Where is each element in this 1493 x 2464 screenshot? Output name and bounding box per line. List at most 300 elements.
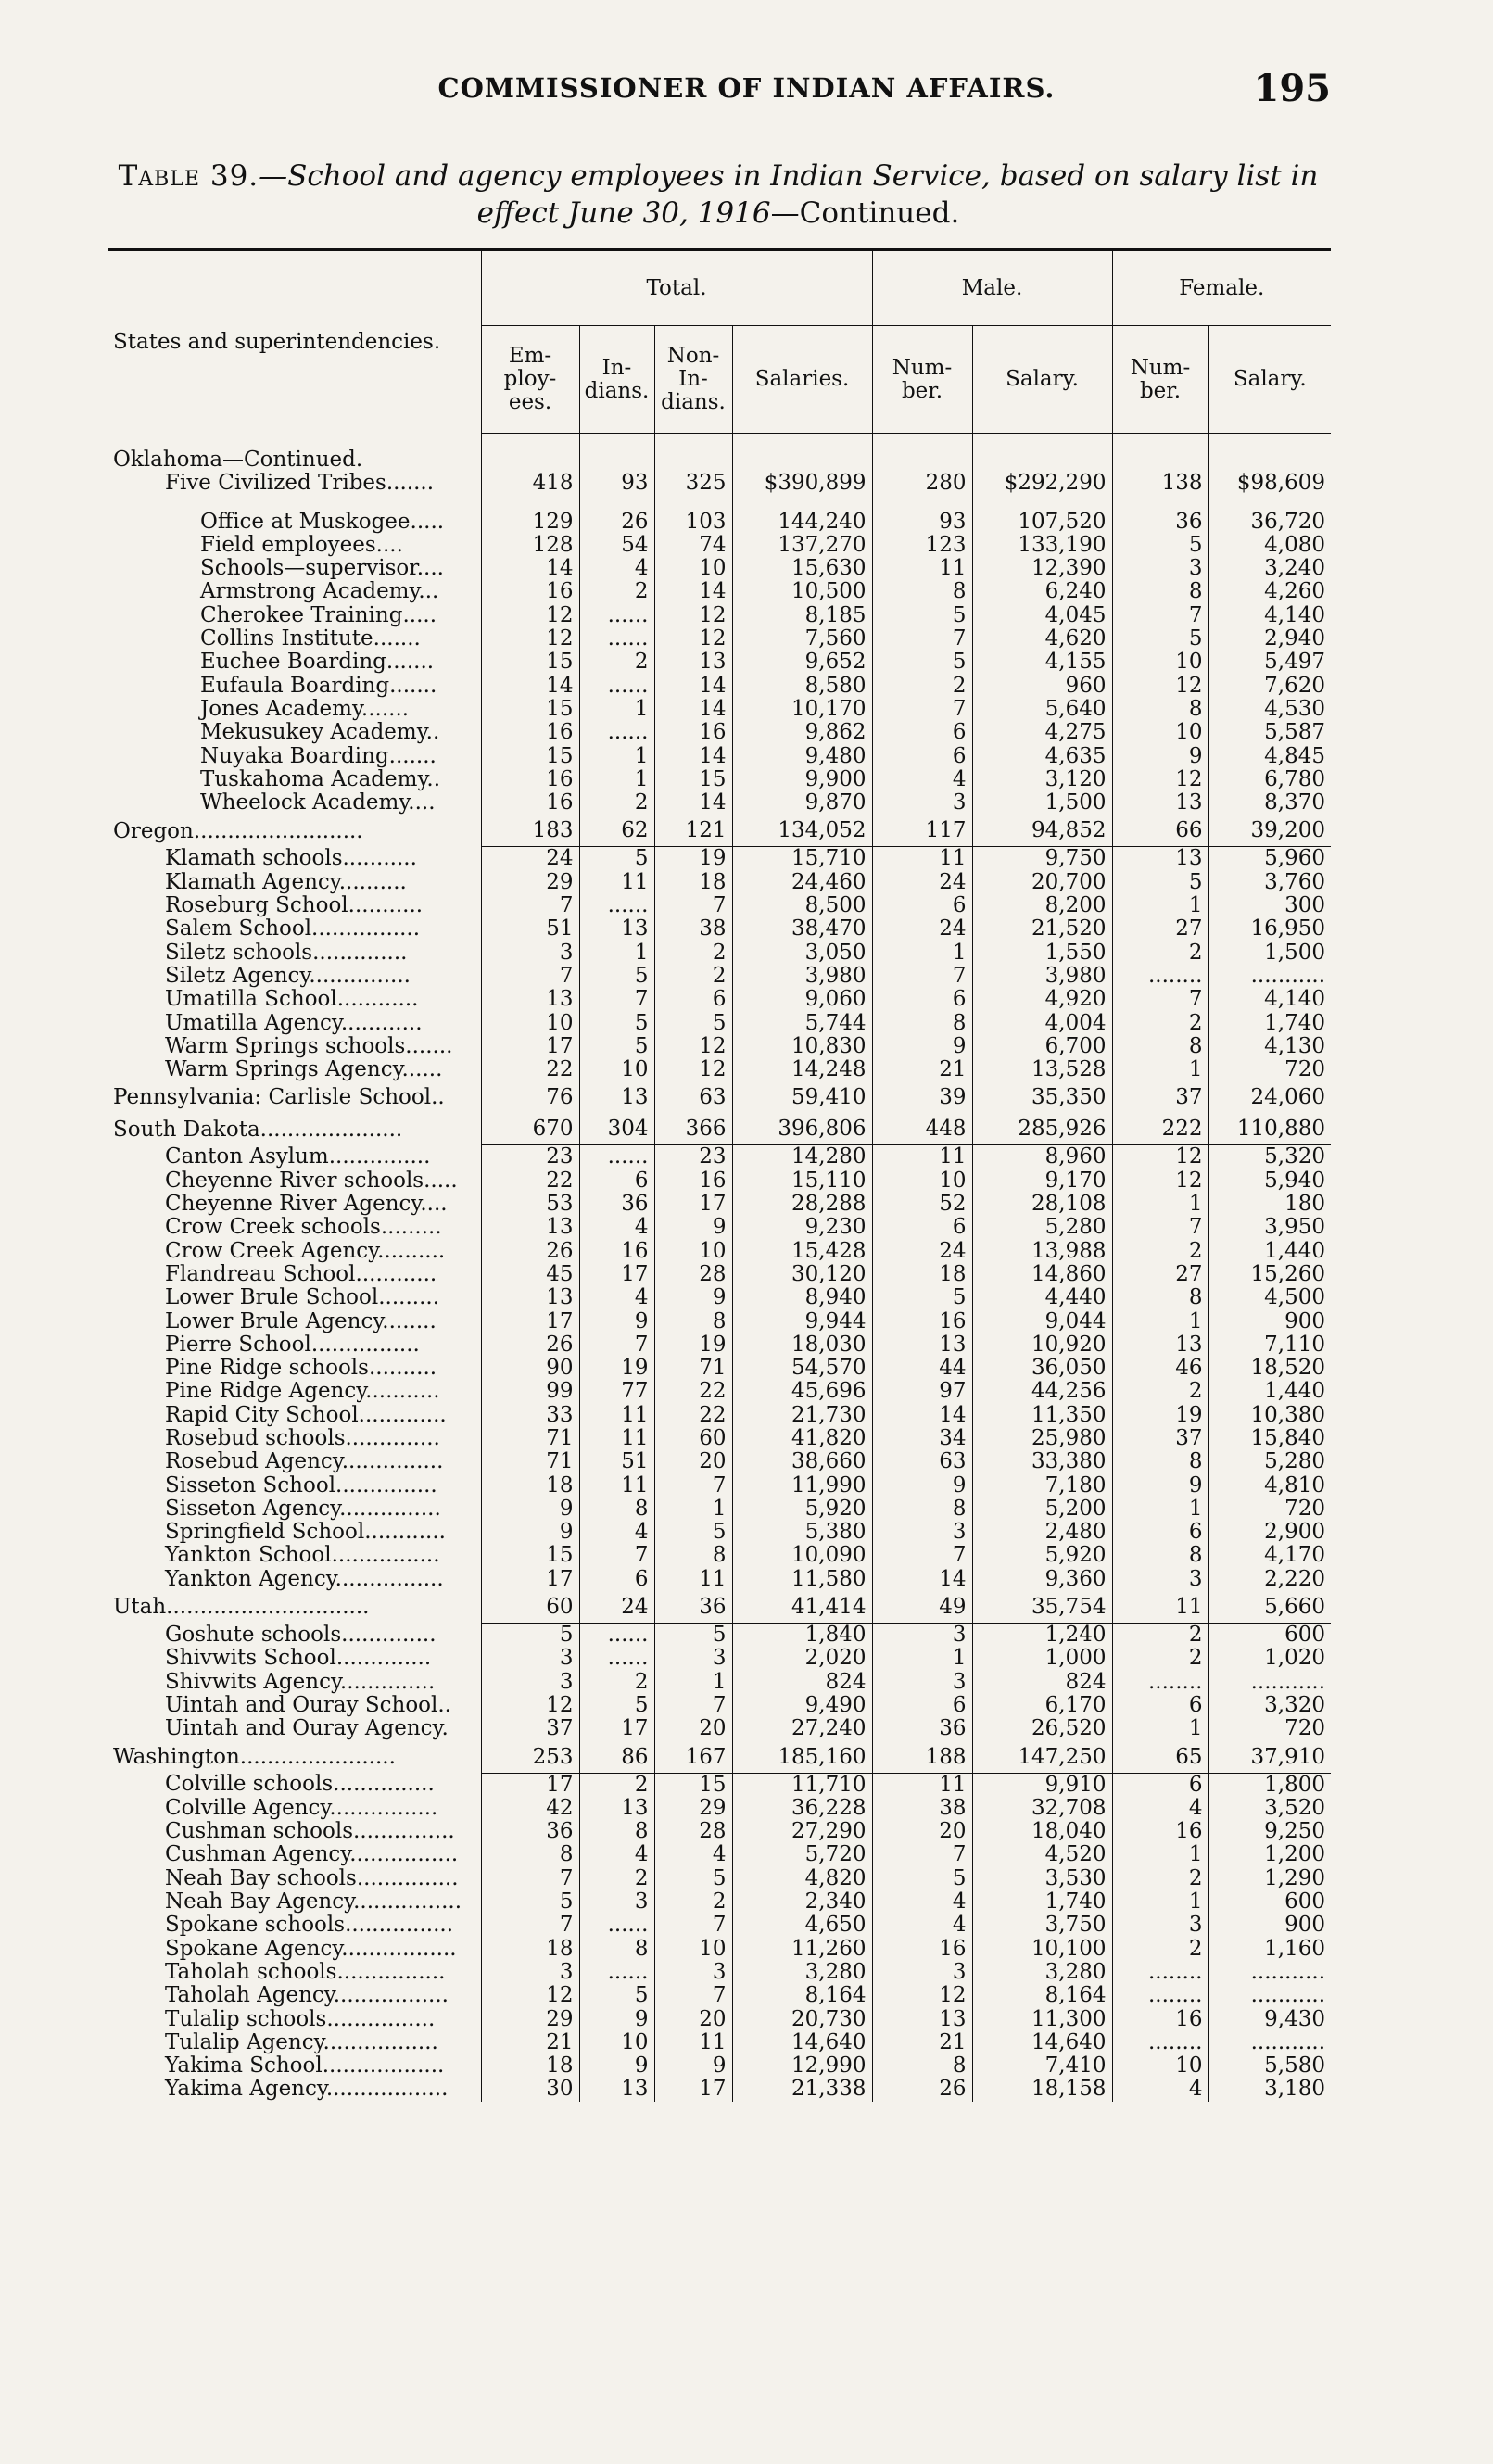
female-salary-cell: 8,370 [1208, 791, 1331, 815]
non-indians-cell: 11 [654, 1568, 732, 1591]
salaries-cell: 8,164 [732, 1984, 872, 2007]
male-salary-cell: 11,350 [972, 1404, 1112, 1427]
salaries-cell: 11,580 [732, 1568, 872, 1591]
male-number-cell: 21 [872, 1058, 972, 1081]
employees-cell: 29 [481, 871, 579, 894]
male-salary-cell: 12,390 [972, 557, 1112, 580]
female-salary-cell: 4,140 [1208, 988, 1331, 1011]
male-number-cell: 5 [872, 651, 972, 674]
male-salary-cell: 8,164 [972, 1984, 1112, 2007]
female-number-cell: 10 [1112, 721, 1208, 744]
indians-cell: ...... [579, 721, 654, 744]
female-number-cell: 6 [1112, 1694, 1208, 1717]
male-number-cell: 24 [872, 1240, 972, 1263]
spacer-cell [1112, 434, 1208, 449]
indians-cell: 93 [579, 472, 654, 495]
employees-cell: 5 [481, 1624, 579, 1648]
non-indians-cell: 74 [654, 534, 732, 557]
female-number-cell: 1 [1112, 1310, 1208, 1333]
indians-cell: 13 [579, 1797, 654, 1820]
employees-cell: 26 [481, 1333, 579, 1357]
male-number-cell: 44 [872, 1357, 972, 1380]
table-body [108, 434, 1331, 2102]
indians-cell: ...... [579, 627, 654, 651]
employees-cell: 29 [481, 2008, 579, 2031]
male-number-cell: 7 [872, 1544, 972, 1567]
non-indians-cell: 3 [654, 1961, 732, 1984]
row-label: Uintah and Ouray Agency. [165, 1717, 449, 1741]
male-salary-cell: 1,240 [972, 1624, 1112, 1648]
male-salary-cell: 4,440 [972, 1286, 1112, 1309]
indians-cell: 13 [579, 1081, 654, 1113]
female-salary-cell: 3,520 [1208, 1797, 1331, 1820]
female-number-cell: 6 [1112, 1521, 1208, 1544]
non-indians-cell: 7 [654, 1694, 732, 1717]
male-number-cell: 7 [872, 965, 972, 988]
indians-cell [579, 449, 654, 472]
salaries-cell: 5,720 [732, 1843, 872, 1866]
salaries-cell: 9,652 [732, 651, 872, 674]
indians-cell: 8 [579, 1820, 654, 1843]
female-number-cell: 138 [1112, 472, 1208, 495]
indians-cell: 51 [579, 1450, 654, 1473]
female-number-cell: ........ [1112, 2031, 1208, 2054]
male-number-cell [872, 449, 972, 472]
female-number-cell: 3 [1112, 557, 1208, 580]
female-number-cell: 2 [1112, 1938, 1208, 1961]
table-row [108, 2054, 1331, 2078]
male-number-cell: 93 [872, 511, 972, 534]
row-label: Pierre School................ [165, 1333, 420, 1357]
female-number-cell: 12 [1112, 768, 1208, 791]
male-salary-cell: 1,740 [972, 1890, 1112, 1914]
male-number-cell: 6 [872, 1216, 972, 1239]
salaries-cell: 11,710 [732, 1773, 872, 1797]
row-label: Warm Springs Agency...... [165, 1058, 443, 1082]
indians-cell: ...... [579, 1647, 654, 1670]
female-number-cell: 8 [1112, 698, 1208, 721]
row-label: Pine Ridge Agency........... [165, 1380, 440, 1404]
female-salary-cell: 1,500 [1208, 941, 1331, 965]
table-row [108, 965, 1331, 988]
male-salary-cell: 147,250 [972, 1741, 1112, 1774]
salaries-cell: 2,340 [732, 1890, 872, 1914]
male-salary-cell: 1,550 [972, 941, 1112, 965]
male-number-cell: 63 [872, 1450, 972, 1473]
spacer-cell [1208, 496, 1331, 511]
table-row [108, 1797, 1331, 1820]
male-salary-cell: 7,410 [972, 2054, 1112, 2078]
employees-cell: 12 [481, 627, 579, 651]
male-salary-cell: 4,635 [972, 745, 1112, 768]
non-indians-cell: 103 [654, 511, 732, 534]
non-indians-cell: 9 [654, 1216, 732, 1239]
spacer-cell [654, 496, 732, 511]
salaries-cell: 9,944 [732, 1310, 872, 1333]
header-female: Female. [1112, 251, 1331, 326]
table-row [108, 1058, 1331, 1081]
spacer-cell [732, 434, 872, 449]
spacer-cell [579, 496, 654, 511]
female-number-cell: 8 [1112, 1544, 1208, 1567]
indians-cell: 54 [579, 534, 654, 557]
salaries-cell: 137,270 [732, 534, 872, 557]
male-salary-cell: 35,754 [972, 1591, 1112, 1624]
female-number-cell: 1 [1112, 1497, 1208, 1521]
salaries-cell: 9,230 [732, 1216, 872, 1239]
non-indians-cell: 16 [654, 1169, 732, 1193]
male-number-cell: 14 [872, 1568, 972, 1591]
row-label: Oklahoma—Continued. [113, 449, 363, 472]
table-row [108, 1773, 1331, 1797]
indians-cell: 24 [579, 1591, 654, 1624]
employees-cell: 13 [481, 988, 579, 1011]
male-number-cell: 6 [872, 1694, 972, 1717]
row-label: Shivwits School.............. [165, 1647, 432, 1671]
female-number-cell: 27 [1112, 1263, 1208, 1286]
female-salary-cell: 5,280 [1208, 1450, 1331, 1473]
female-number-cell: 2 [1112, 1867, 1208, 1890]
employees-cell: 23 [481, 1145, 579, 1169]
male-number-cell: 3 [872, 1671, 972, 1694]
female-number-cell: 46 [1112, 1357, 1208, 1380]
female-salary-cell: 1,440 [1208, 1240, 1331, 1263]
female-number-cell: 7 [1112, 604, 1208, 627]
non-indians-cell: 14 [654, 698, 732, 721]
male-number-cell: 117 [872, 815, 972, 847]
row-label: Shivwits Agency.............. [165, 1670, 436, 1694]
salaries-cell: 14,640 [732, 2031, 872, 2054]
indians-cell: 4 [579, 1216, 654, 1239]
female-salary-cell: 16,950 [1208, 917, 1331, 941]
female-number-cell: 4 [1112, 2078, 1208, 2101]
salaries-cell: 7,560 [732, 627, 872, 651]
male-salary-cell: 18,158 [972, 2078, 1112, 2101]
salaries-cell [732, 449, 872, 472]
male-salary-cell: 4,520 [972, 1843, 1112, 1866]
spacer-cell [972, 434, 1112, 449]
indians-cell: 17 [579, 1717, 654, 1740]
male-salary-cell: 9,170 [972, 1169, 1112, 1193]
female-number-cell: 37 [1112, 1081, 1208, 1113]
male-salary-cell: 4,045 [972, 604, 1112, 627]
female-salary-cell: 10,380 [1208, 1404, 1331, 1427]
female-number-cell: 27 [1112, 917, 1208, 941]
female-number-cell: 1 [1112, 1193, 1208, 1216]
indians-cell: 9 [579, 2054, 654, 2078]
table-row [108, 1624, 1331, 1648]
non-indians-cell: 18 [654, 871, 732, 894]
row-label: Roseburg School........... [165, 894, 424, 918]
indians-cell: 19 [579, 1357, 654, 1380]
indians-cell: ...... [579, 604, 654, 627]
female-number-cell: 13 [1112, 847, 1208, 871]
table-row [108, 1544, 1331, 1567]
male-number-cell: 9 [872, 1035, 972, 1058]
female-salary-cell: ........... [1208, 1671, 1331, 1694]
employees-cell: 129 [481, 511, 579, 534]
indians-cell: 11 [579, 1427, 654, 1450]
table-row [108, 1012, 1331, 1035]
male-number-cell: 49 [872, 1591, 972, 1624]
female-number-cell: 16 [1112, 1820, 1208, 1843]
table-row [108, 1286, 1331, 1309]
male-salary-cell: 5,920 [972, 1544, 1112, 1567]
row-label: Spokane Agency................. [165, 1937, 457, 1961]
row-label: Warm Springs schools....... [165, 1034, 453, 1058]
table-row [108, 1568, 1331, 1591]
caption-suffix: —Continued. [770, 196, 960, 230]
employees-cell: 12 [481, 604, 579, 627]
female-salary-cell: 2,900 [1208, 1521, 1331, 1544]
non-indians-cell: 2 [654, 965, 732, 988]
spacer-cell [872, 434, 972, 449]
female-number-cell: 1 [1112, 894, 1208, 917]
spacer-cell [481, 496, 579, 511]
salaries-cell: 5,380 [732, 1521, 872, 1544]
non-indians-cell: 13 [654, 651, 732, 674]
spacer-cell [108, 496, 481, 511]
table-row [108, 1717, 1331, 1740]
non-indians-cell: 14 [654, 791, 732, 815]
page-number: 195 [1253, 67, 1331, 110]
salaries-cell: 12,990 [732, 2054, 872, 2078]
salaries-cell: 9,870 [732, 791, 872, 815]
salaries-cell: 18,030 [732, 1333, 872, 1357]
salaries-cell: 59,410 [732, 1081, 872, 1113]
female-salary-cell: 4,080 [1208, 534, 1331, 557]
row-label: Rosebud schools.............. [165, 1426, 440, 1450]
non-indians-cell: 38 [654, 917, 732, 941]
female-salary-cell: 2,220 [1208, 1568, 1331, 1591]
salaries-cell: 15,428 [732, 1240, 872, 1263]
non-indians-cell: 5 [654, 1867, 732, 1890]
non-indians-cell: 2 [654, 941, 732, 965]
female-number-cell: 3 [1112, 1914, 1208, 1937]
female-salary-cell: 3,240 [1208, 557, 1331, 580]
female-number-cell: 2 [1112, 1240, 1208, 1263]
female-salary-cell: 4,530 [1208, 698, 1331, 721]
non-indians-cell: 28 [654, 1820, 732, 1843]
male-number-cell: 1 [872, 941, 972, 965]
female-number-cell: 12 [1112, 675, 1208, 698]
row-label: Colville Agency................ [165, 1796, 438, 1820]
employees-cell: 18 [481, 1474, 579, 1497]
row-label: Flandreau School............ [165, 1262, 437, 1286]
female-number-cell: 2 [1112, 1380, 1208, 1403]
table-row [108, 1984, 1331, 2007]
table-row [108, 1310, 1331, 1333]
male-number-cell: 4 [872, 1914, 972, 1937]
employees-cell: 16 [481, 721, 579, 744]
salaries-cell: 9,862 [732, 721, 872, 744]
female-salary-cell: 3,180 [1208, 2078, 1331, 2101]
table-row [108, 580, 1331, 603]
employees-cell: 24 [481, 847, 579, 871]
employees-cell: 3 [481, 941, 579, 965]
row-label: Office at Muskogee..... [200, 510, 445, 534]
male-salary-cell: 10,920 [972, 1333, 1112, 1357]
non-indians-cell: 9 [654, 1286, 732, 1309]
table-row [108, 472, 1331, 495]
non-indians-cell: 11 [654, 2031, 732, 2054]
female-salary-cell: 600 [1208, 1624, 1331, 1648]
male-salary-cell: 3,750 [972, 1914, 1112, 1937]
spacer-cell [1208, 434, 1331, 449]
female-number-cell: 8 [1112, 1450, 1208, 1473]
male-number-cell: 11 [872, 557, 972, 580]
non-indians-cell: 6 [654, 988, 732, 1011]
female-number-cell: 11 [1112, 1591, 1208, 1624]
header-male-number: Num-ber. [872, 326, 972, 434]
employees-cell: 18 [481, 2054, 579, 2078]
female-number-cell: 5 [1112, 627, 1208, 651]
male-salary-cell: 35,350 [972, 1081, 1112, 1113]
row-label: South Dakota..................... [113, 1117, 403, 1142]
female-number-cell: 19 [1112, 1404, 1208, 1427]
salaries-cell: 27,240 [732, 1717, 872, 1740]
salaries-cell: 27,290 [732, 1820, 872, 1843]
male-number-cell: 448 [872, 1113, 972, 1145]
salaries-cell: 14,248 [732, 1058, 872, 1081]
non-indians-cell: 22 [654, 1380, 732, 1403]
non-indians-cell: 7 [654, 1474, 732, 1497]
employees-cell: 13 [481, 1216, 579, 1239]
indians-cell: 9 [579, 1310, 654, 1333]
non-indians-cell: 5 [654, 1624, 732, 1648]
female-number-cell: 12 [1112, 1169, 1208, 1193]
employees-cell: 14 [481, 675, 579, 698]
female-salary-cell: 4,170 [1208, 1544, 1331, 1567]
non-indians-cell: 14 [654, 580, 732, 603]
salaries-cell: 824 [732, 1671, 872, 1694]
male-salary-cell: 28,108 [972, 1193, 1112, 1216]
table-row [108, 1216, 1331, 1239]
indians-cell: 10 [579, 2031, 654, 2054]
female-number-cell: ........ [1112, 1961, 1208, 1984]
female-salary-cell: 7,110 [1208, 1333, 1331, 1357]
indians-cell: 62 [579, 815, 654, 847]
row-label: Yankton School................ [165, 1544, 440, 1568]
employees-cell: 12 [481, 1694, 579, 1717]
spacer-cell [481, 434, 579, 449]
caption-label: Table 39. [118, 159, 259, 193]
non-indians-cell: 8 [654, 1544, 732, 1567]
male-number-cell: 3 [872, 1961, 972, 1984]
indians-cell: 1 [579, 698, 654, 721]
indians-cell: 17 [579, 1263, 654, 1286]
non-indians-cell: 7 [654, 1914, 732, 1937]
indians-cell: 1 [579, 768, 654, 791]
male-number-cell: 14 [872, 1404, 972, 1427]
male-number-cell: 34 [872, 1427, 972, 1450]
salaries-cell: 396,806 [732, 1113, 872, 1145]
female-salary-cell: 900 [1208, 1310, 1331, 1333]
table-row [108, 1333, 1331, 1357]
indians-cell: 4 [579, 557, 654, 580]
male-number-cell: 11 [872, 1773, 972, 1797]
male-salary-cell: 94,852 [972, 815, 1112, 847]
female-salary-cell: 1,160 [1208, 1938, 1331, 1961]
male-salary-cell: 8,960 [972, 1145, 1112, 1169]
table-row [108, 1169, 1331, 1193]
male-number-cell: 38 [872, 1797, 972, 1820]
row-label: Taholah Agency................. [165, 1984, 449, 2008]
female-salary-cell: 3,950 [1208, 1216, 1331, 1239]
female-number-cell: 5 [1112, 534, 1208, 557]
salaries-cell: 8,185 [732, 604, 872, 627]
table-row [108, 1380, 1331, 1403]
row-label: Lower Brule School......... [165, 1286, 440, 1310]
salaries-cell: 15,710 [732, 847, 872, 871]
row-label: Cushman schools............... [165, 1820, 455, 1844]
female-number-cell: 9 [1112, 745, 1208, 768]
indians-cell: 11 [579, 1404, 654, 1427]
indians-cell: 2 [579, 791, 654, 815]
caption-title: —School and agency employees in Indian Service, based on salary list in effect June 30, 1916 [259, 159, 1319, 230]
row-label: Yakima Agency.................. [165, 2078, 449, 2102]
non-indians-cell: 10 [654, 1240, 732, 1263]
male-number-cell: 280 [872, 472, 972, 495]
indians-cell: 11 [579, 1474, 654, 1497]
table-row [108, 1357, 1331, 1380]
row-label: Crow Creek schools......... [165, 1216, 442, 1240]
employees-cell: 3 [481, 1961, 579, 1984]
row-label: Uintah and Ouray School.. [165, 1693, 451, 1717]
female-number-cell: 1 [1112, 1058, 1208, 1081]
table-row [108, 1867, 1331, 1890]
indians-cell: 3 [579, 1890, 654, 1914]
indians-cell: 5 [579, 847, 654, 871]
male-number-cell: 1 [872, 1647, 972, 1670]
table-row [108, 941, 1331, 965]
male-salary-cell: 9,360 [972, 1568, 1112, 1591]
male-salary-cell [972, 449, 1112, 472]
table-row [108, 1647, 1331, 1670]
female-number-cell: 13 [1112, 791, 1208, 815]
male-salary-cell: 7,180 [972, 1474, 1112, 1497]
indians-cell: 26 [579, 511, 654, 534]
row-label: Colville schools............... [165, 1773, 435, 1797]
female-salary-cell: 15,840 [1208, 1427, 1331, 1450]
employees-cell: 17 [481, 1773, 579, 1797]
female-salary-cell: 5,320 [1208, 1145, 1331, 1169]
row-label: Cherokee Training..... [200, 603, 437, 627]
female-salary-cell: 110,880 [1208, 1113, 1331, 1145]
female-number-cell: 16 [1112, 2008, 1208, 2031]
female-salary-cell: 900 [1208, 1914, 1331, 1937]
non-indians-cell: 3 [654, 1647, 732, 1670]
male-salary-cell: 960 [972, 675, 1112, 698]
male-salary-cell: 32,708 [972, 1797, 1112, 1820]
male-number-cell: 11 [872, 1145, 972, 1169]
male-number-cell: 188 [872, 1741, 972, 1774]
header-employees: Em-ploy-ees. [481, 326, 579, 434]
indians-cell: 9 [579, 2008, 654, 2031]
male-salary-cell: 14,860 [972, 1263, 1112, 1286]
male-salary-cell: 5,640 [972, 698, 1112, 721]
employees-cell: 14 [481, 557, 579, 580]
table-row [108, 1961, 1331, 1984]
non-indians-cell: 16 [654, 721, 732, 744]
spacer-row [108, 434, 1331, 449]
non-indians-cell: 17 [654, 1193, 732, 1216]
salaries-cell: 21,730 [732, 1404, 872, 1427]
row-label: Collins Institute....... [200, 627, 421, 651]
female-salary-cell: 4,500 [1208, 1286, 1331, 1309]
employees-cell: 26 [481, 1240, 579, 1263]
female-number-cell: 1 [1112, 1717, 1208, 1740]
